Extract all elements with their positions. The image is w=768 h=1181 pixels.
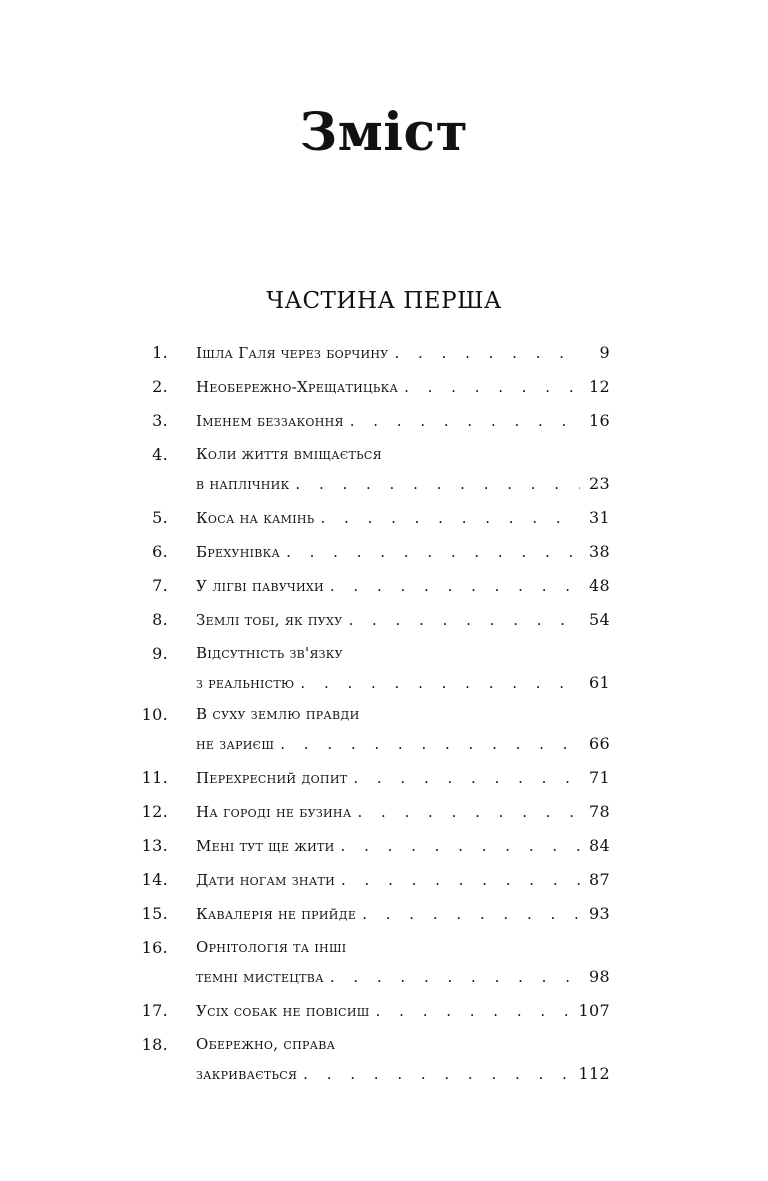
dot-leader [324,570,580,603]
toc-entry-number: 3. [152,411,168,430]
toc-entry[interactable] [138,370,610,404]
dot-leader [315,502,581,535]
toc-entry-number: 14. [141,870,168,889]
dot-leader [370,995,573,1028]
toc-entry-page-number: 31 [589,508,610,527]
toc-entry-page-number: 78 [589,802,610,821]
toc-entry-page-number: 87 [589,870,610,889]
toc-entry-number: 16. [141,938,168,957]
toc-entry-title-line: Відсутність зв'язку [196,644,343,662]
toc-entry[interactable] [138,639,610,698]
toc-entry-title: в наплічник [196,475,290,493]
toc-entry[interactable] [138,994,610,1028]
dot-leader [344,405,580,438]
toc-entry-page-number: 23 [589,474,610,493]
toc-entry-title-line: Орнітологія та інші [196,938,347,956]
toc-entry-number: 8. [152,610,168,629]
toc-entry[interactable] [138,569,610,603]
toc-entry-number: 2. [152,377,168,396]
toc-entry-title: темні мистецтва [196,968,324,986]
toc-entry-title: Мені тут ще жити [196,837,335,855]
toc-entry[interactable] [138,501,610,535]
toc-entry-title: Необережно-Хрещатицька [196,378,399,396]
dot-leader [274,730,580,759]
dot-leader [356,898,580,931]
dot-leader [335,830,580,863]
toc-entry[interactable] [138,761,610,795]
toc-entry-number: 15. [141,904,168,923]
toc-entry-title: Кавалерія не прийде [196,905,357,923]
toc-entry-number: 10. [141,705,168,724]
toc-entry-number: 9. [152,644,168,663]
dot-leader [280,536,580,569]
toc-entry[interactable] [138,603,610,637]
dot-leader [398,371,580,404]
toc-entry-title-line: Коли життя вміщається [196,445,382,463]
dot-leader [347,762,580,795]
toc-entry[interactable] [138,535,610,569]
toc-entry-number: 7. [152,576,168,595]
dot-leader [388,337,580,370]
toc-entry-page-number: 71 [589,768,610,787]
page-title: Зміст [299,101,469,163]
toc-entry-page-number: 66 [589,734,610,753]
toc-entry-page-number: 48 [589,576,610,595]
toc-entry[interactable] [138,933,610,992]
toc-entry-title: Усіх собак не повісиш [196,1002,370,1020]
toc-entry-number: 6. [152,542,168,561]
toc-entry[interactable] [138,863,610,897]
toc-entry-title: Коса на камінь [196,509,315,527]
toc-entry-page-number: 98 [589,967,610,986]
toc-entry-page-number: 16 [589,411,610,430]
toc-entry-title: Іменем беззаконня [196,412,344,430]
toc-entry-number: 5. [152,508,168,527]
toc-entry-page-number: 93 [589,904,610,923]
toc-entry-title: не зариєш [196,735,275,753]
toc-entry-title: Ішла Галя через борчину [196,344,389,362]
toc-entry-title: На городі не бузина [196,803,352,821]
toc-entry-page-number: 61 [589,673,610,692]
dot-leader [297,1060,572,1089]
toc-entry-page-number: 84 [589,836,610,855]
toc-entry[interactable] [138,700,610,759]
toc-entry[interactable] [138,897,610,931]
toc-entry-page-number: 112 [578,1064,610,1083]
toc-entry-page-number: 12 [589,377,610,396]
toc-entry-title: з реальністю [196,674,295,692]
toc-entry[interactable] [138,440,610,499]
toc-entry-number: 17. [141,1001,168,1020]
toc-entry-title: закривається [196,1065,298,1083]
toc-entry[interactable] [138,1030,610,1089]
toc-entry-number: 1. [152,343,168,362]
toc-entry-title: У лігві павучихи [196,577,324,595]
dot-leader [324,963,580,992]
toc-entry-number: 18. [141,1035,168,1054]
dot-leader [342,604,580,637]
toc-entry-page-number: 9 [599,343,610,362]
toc-entry-number: 11. [141,768,168,787]
toc-entry-title-line: В суху землю правди [196,705,360,723]
toc-entry[interactable] [138,404,610,438]
toc-entry-title: Брехунівка [196,543,281,561]
toc-entry-title: Дати ногам знати [196,871,335,889]
toc-entry-title: Перехресний допит [196,769,348,787]
toc-entry[interactable] [138,795,610,829]
toc-entry[interactable] [138,829,610,863]
part-title: ЧАСТИНА ПЕРША [266,288,502,314]
toc-entry-page-number: 38 [589,542,610,561]
dot-leader [335,864,580,897]
toc-entry[interactable] [138,336,610,370]
dot-leader [351,796,580,829]
dot-leader [294,669,580,698]
table-of-contents [138,336,610,1091]
toc-entry-page-number: 54 [589,610,610,629]
toc-entry-number: 13. [141,836,168,855]
toc-entry-number: 12. [141,802,168,821]
toc-entry-title: Землі тобі, як пуху [196,611,343,629]
toc-entry-title-line: Обережно, справа [196,1035,336,1053]
toc-entry-number: 4. [152,445,168,464]
dot-leader [289,470,580,499]
toc-entry-page-number: 107 [578,1001,610,1020]
